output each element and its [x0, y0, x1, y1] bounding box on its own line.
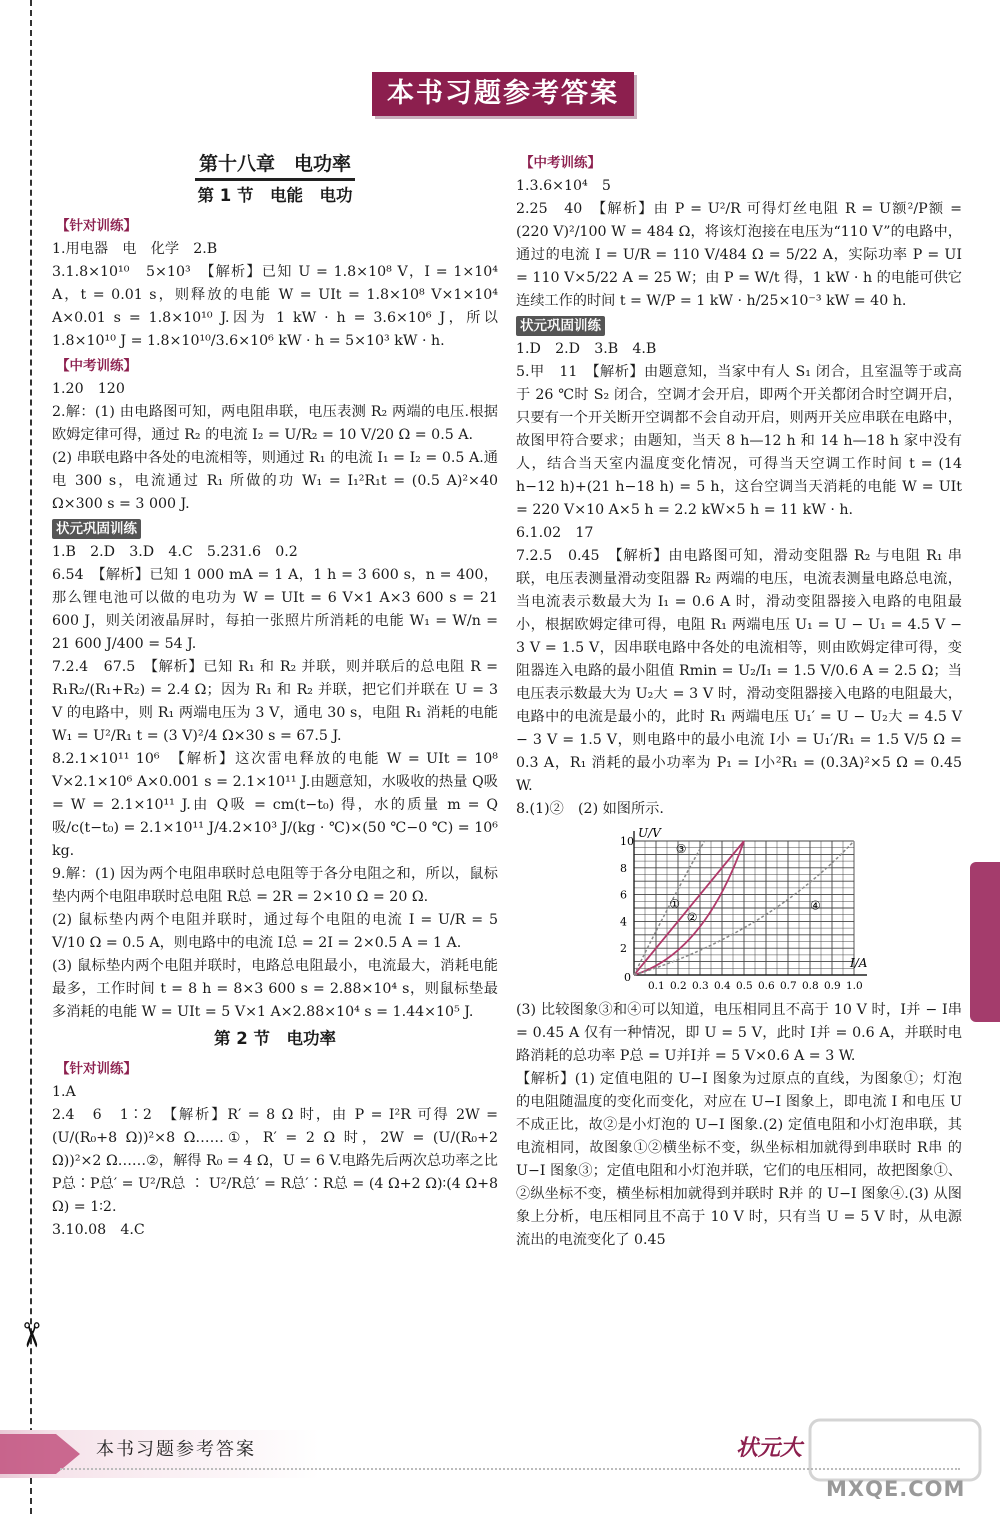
answer-item: 8.(1)② (2) 如图所示. [516, 801, 664, 817]
answer-item: 6.1.02 17 [516, 525, 594, 541]
left-column [52, 150, 498, 1242]
origin-label: 0 [624, 971, 631, 984]
u-i-graph-svg [612, 825, 874, 997]
answer-item: 1.20 120 [52, 381, 125, 397]
answer-item: 【解析】(1) 定值电阻的 U−I 图象为过原点的直线，为图象①；灯泡的电阻随温度的变化而变化，对应在 U−I 图象上，即电流 I 和电压 U 不成正比，故②是小灯泡的 U−I 图象.(2) 定值电阻和小灯泡串联，其电流相同，故图象①②横坐标不变，纵坐标相加就得到串联时 R串 的 U−I 图象③；定值电阻和小灯泡并联，它们的电压相同，故把图象①、②纵坐标不变，横坐标相加就得到并联时 R并 的 U−I 图象④.(3) 从图象上分析，电压相同且不高于 10 V 时，只有当 U = 5 V 时，从电源流出的电流变化了 0.45 [516, 1071, 962, 1248]
x-tick-label: 0.4 [714, 980, 731, 992]
side-tab [970, 862, 1000, 1022]
answer-item: 7.2.5 0.45 【解析】由电路图可知，滑动变阻器 R₂ 与电阻 R₁ 串联，电压表测量滑动变阻器 R₂ 两端的电压，电流表测量电路总电流，当电流表示数最大为 I₁ = 0.6 A 时，滑动变阻器接入电路的电阻最小，根据欧姆定律可得，电阻 R₁ 两端电压 U₁ = U − U₁ = 4.5 V − 3 V = 1.5 V，因串联电路中各处的电流相等，则由欧姆定律可得，变阻器连入电路的最小阻值 Rmin = U₂/I₁ = 1.5 V/0.6 A = 2.5 Ω；当电压表示数最大为 U₂大 = 3 V 时，滑动变阻器接入电路的电阻最大，电路中的电流是最小的，此时 R₁ 两端电压 U₁′ = U − U₂大 = 4.5 V − 3 V = 1.5 V，则电路中的最小电流 I小 = U₁′/R₁ = 1.5 V/5 Ω = 0.3 A，R₁ 消耗的最小功率为 P₁ = I小²R₁ = (0.3A)²×5 Ω = 0.45 W. [516, 548, 962, 794]
tag-zhongkao-training-2: 【中考训练】 [520, 155, 601, 171]
x-tick-label: 0.8 [802, 980, 819, 992]
x-tick-label: 0.5 [736, 980, 753, 992]
section-1-title: 第 1 节 电能 电功 [197, 186, 353, 205]
answer-item: 3.10.08 4.C [52, 1222, 145, 1238]
answer-item: 1.A [52, 1084, 76, 1100]
x-tick-label: 0.6 [758, 980, 775, 992]
x-tick-label: 0.2 [670, 980, 687, 992]
y-tick-label: 4 [620, 915, 627, 929]
page-banner: 本书习题参考答案 [372, 72, 634, 116]
tag-zhuangyuan-training-2: 状元巩固训练 [516, 316, 605, 336]
section-2-title: 第 2 节 电功率 [214, 1029, 336, 1048]
answer-item: 1.用电器 电 化学 2.B [52, 241, 218, 257]
answer-item: 5.甲 11 【解析】由题意知，当家中有人 S₁ 闭合，且室温等于或高于 26 ℃时 S₂ 闭合，空调才会开启，即两个开关都闭合时空调开启，只要有一个开关断开空调都不会自动开启，则两开关应串联在电路中，故图甲符合要求；由题知，当天 8 h—12 h 和 14 h—18 h 家中没有人，结合当天室内温度变化情况，可得当天空调工作时间 t = (14 h−12 h)+(21 h−18 h) = 5 h，这台空调当天消耗的电能 W = UIt = 220 V×10 A×5 h = 2.2 kW×5 h = 11 kW · h. [516, 364, 962, 518]
answer-item: (3) 比较图象③和④可以知道，电压相同且不高于 10 V 时，I并 − I串 = 0.45 A 仅有一种情况，即 U = 5 V，此时 I并 = 0.6 A，并联时电路消耗的总功率 P总 = U并I并 = 5 V×0.6 A = 3 W. [516, 1002, 962, 1064]
chapter-title: 第十八章 电功率 [52, 150, 498, 181]
x-tick-label: 0.1 [648, 980, 665, 992]
answer-item: 7.2.4 67.5 【解析】已知 R₁ 和 R₂ 并联，则并联后的总电阻 R = R₁R₂/(R₁+R₂) = 2.4 Ω；因为 R₁ 和 R₂ 并联，把它们并联在 U = 3 V 的电路中，则 R₁ 两端电压为 3 V，通电 30 s，电阻 R₁ 消耗的电能 W₁ = U²/R₁ t = (3 V)²/4 Ω×30 s = 67.5 J. [52, 659, 498, 744]
footer-logo: 状元大 [736, 1435, 803, 1461]
answer-item: 1.D 2.D 3.B 4.B [516, 341, 657, 357]
answer-item: 2.4 6 1∶2 【解析】R′ = 8 Ω 时，由 P = I²R 可得 2W = (U/(R₀+8 Ω))²×8 Ω……①，R′ = 2 Ω 时，2W = (U/(R₀+2 Ω))²×2 Ω……②，解得 R₀ = 4 Ω，U = 6 V.电路先后两次总功率之比 P总∶P总′ = U²/R总 ∶ U²/R总′ = R总′∶R总 = (4 Ω+2 Ω)∶(4 Ω+8 Ω) = 1∶2. [52, 1107, 498, 1215]
answer-item: 2.解：(1) 由电路图可知，两电阻串联，电压表测 R₂ 两端的电压.根据欧姆定律可得，通过 R₂ 的电流 I₂ = U/R₂ = 10 V/20 Ω = 0.5 A. [52, 404, 498, 443]
y-tick-label: 10 [620, 835, 634, 848]
curve-label: ③ [675, 842, 687, 857]
y-tick-label: 6 [620, 888, 627, 902]
answer-item: 9.解：(1) 因为两个电阻串联时总电阻等于各分电阻之和，所以，鼠标垫内两个电阻串联时总电阻 R总 = 2R = 2×10 Ω = 20 Ω. [52, 866, 498, 905]
x-axis-label: I/A [850, 956, 868, 970]
curve-label: ④ [810, 898, 821, 913]
y-tick-label: 8 [620, 861, 627, 875]
y-tick-label: 2 [620, 942, 627, 956]
graph-grid [634, 841, 854, 975]
footer-title: 本书习题参考答案 [96, 1439, 256, 1460]
tag-zhuangyuan-training: 状元巩固训练 [52, 519, 141, 539]
answer-item: 6.54 【解析】已知 1 000 mA = 1 A，1 h = 3 600 s，n = 400，那么锂电池可以做的电功为 W = UIt = 6 V×1 A×3 600 s = 21 600 J，则关闭液晶屏时，每拍一张照片所消耗的电能 W₁ = W/n = 21 600 J/400 = 54 J. [52, 567, 498, 652]
y-axis-label: U/V [638, 826, 661, 840]
x-tick-label: 1.0 [846, 980, 863, 992]
curve-label: ② [686, 910, 698, 925]
watermark-text: MXQE.COM [826, 1477, 966, 1501]
x-tick-label: 0.3 [692, 980, 709, 992]
answer-item: 3.1.8×10¹⁰ 5×10³ 【解析】已知 U = 1.8×10⁸ V，I = 1×10⁴ A，t = 0.01 s，则释放的电能 W = UIt = 1.8×10⁸ V×1×10⁴ A×0.01 s = 1.8×10¹⁰ J.因为 1 kW · h = 3.6×10⁶ J，所以 1.8×10¹⁰ J = 1.8×10¹⁰/3.6×10⁶ kW · h = 5×10³ kW · h. [52, 264, 498, 349]
cut-line [30, 0, 32, 1514]
x-tick-label: 0.9 [824, 980, 841, 992]
tag-zhongkao-training: 【中考训练】 [56, 358, 137, 374]
answer-item: 8.2.1×10¹¹ 10⁶ 【解析】这次雷电释放的电能 W = UIt = 10⁸ V×2.1×10⁶ A×0.001 s = 2.1×10¹¹ J.由题意知，水吸收的热量 Q吸 = W = 2.1×10¹¹ J.由 Q吸 = cm(t−t₀) 得，水的质量 m = Q吸/c(t−t₀) = 2.1×10¹¹ J/4.2×10³ J/(kg · ℃)×(50 ℃−0 ℃) = 10⁶ kg. [52, 751, 498, 859]
curve-label: ① [669, 897, 680, 911]
u-i-graph [612, 825, 874, 997]
tag-targeted-training-2: 【针对训练】 [56, 1061, 137, 1077]
answer-item: 1.3.6×10⁴ 5 [516, 178, 611, 194]
answer-item: (3) 鼠标垫内两个电阻并联时，电路总电阻最小，电流最大，消耗电能最多，工作时间 t = 8 h = 8×3 600 s = 2.88×10⁴ s，则鼠标垫最多消耗的电能 W = UIt = 5 V×1 A×2.88×10⁴ s = 1.44×10⁵ J. [52, 958, 498, 1020]
answer-item: 1.B 2.D 3.D 4.C 5.231.6 0.2 [52, 544, 298, 560]
answer-item: (2) 串联电路中各处的电流相等，则通过 R₁ 的电流 I₁ = I₂ = 0.5 A.通电 300 s，电流通过 R₁ 所做的功 W₁ = I₁²R₁t = (0.5 A)²×40 Ω×300 s = 3 000 J. [52, 450, 498, 512]
tag-targeted-training: 【针对训练】 [56, 218, 137, 234]
x-tick-label: 0.7 [780, 980, 797, 992]
answer-item: 2.25 40 【解析】由 P = U²/R 可得灯丝电阻 R = U额²/P额 = (220 V)²/100 W = 484 Ω，将该灯泡接在电压为“110 V”的电路中，通过的电流 I = U/R = 110 V/484 Ω = 5/22 A，实际功率 P = UI = 110 V×5/22 A = 25 W；由 P = W/t 得，1 kW · h 的电能可供它连续工作的时间 t = W/P = 1 kW · h/25×10⁻³ kW = 40 h. [516, 201, 962, 309]
answer-item: (2) 鼠标垫内两个电阻并联时，通过每个电阻的电流 I = U/R = 5 V/10 Ω = 0.5 A，则电路中的电流 I总 = 2I = 2×0.5 A = 1 A. [52, 912, 498, 951]
scissors-icon: ✂ [10, 1320, 51, 1350]
right-column [516, 150, 962, 1252]
